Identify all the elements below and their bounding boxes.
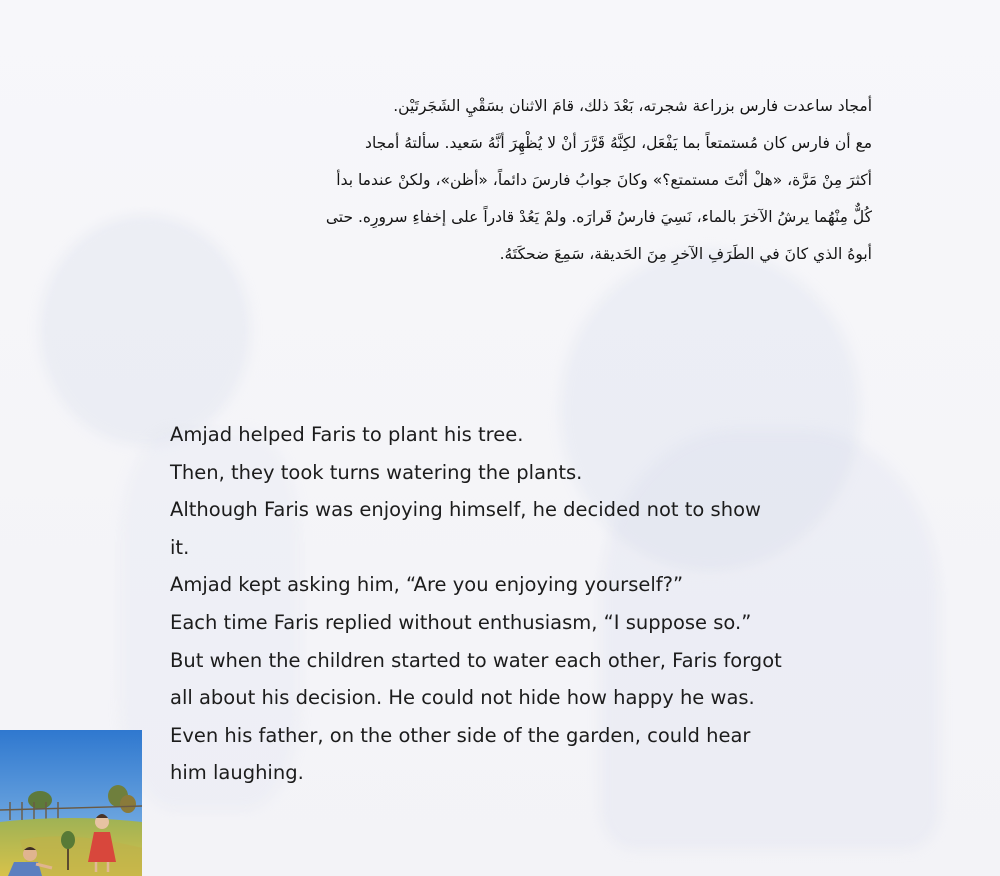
english-line: him laughing. bbox=[170, 761, 304, 785]
arabic-paragraph bbox=[150, 88, 872, 273]
english-line: Even his father, on the other side of the garden, could hear bbox=[170, 723, 751, 747]
english-line: all about his decision. He could not hide how happy he was. bbox=[170, 686, 755, 710]
english-line: Amjad kept asking him, “Are you enjoying yourself?” bbox=[170, 573, 684, 597]
arabic-line: أمجاد ساعدت فارس بزراعة شجرته، بَعْدَ ذلك، قامَ الاثنان بسَقْيِ الشَجَرتَيْن. bbox=[393, 97, 872, 115]
arabic-line: مع أن فارس كان مُستمتعاً بما يَفْعَل، لكِنَّهُ قَرَّرَ أنْ لا يُظْهِرَ أنَّهُ سَعيد. سألتهُ أمجاد bbox=[365, 134, 872, 152]
arabic-line: أكثرَ مِنْ مَرَّة، «هلْ أنْتَ مستمتع؟» وكانَ جوابُ فارسَ دائماً، «أظن»، ولكنْ عندما بدأ bbox=[336, 171, 872, 189]
english-line: it. bbox=[170, 535, 190, 559]
arabic-line: أبوهُ الذي كانَ في الطَرَفِ الآخرِ مِنَ الحَديقة، سَمِعَ ضحكَتَهُ. bbox=[499, 245, 872, 263]
english-line: But when the children started to water each other, Faris forgot bbox=[170, 648, 782, 672]
english-line: Although Faris was enjoying himself, he decided not to show bbox=[170, 498, 761, 522]
garden-illustration-thumbnail bbox=[0, 730, 142, 876]
english-line: Each time Faris replied without enthusiasm, “I suppose so.” bbox=[170, 610, 752, 634]
english-line: Amjad helped Faris to plant his tree. bbox=[170, 423, 524, 446]
english-paragraph bbox=[170, 416, 840, 792]
arabic-line: كُلٌّ مِنْهُما يرشُ الآخرَ بالماء، نَسِيَ فارسُ قَرارَه. ولمْ يَعُدْ قادراً على إخفاءِ سرورِه. حتى bbox=[325, 208, 872, 226]
english-line: Then, they took turns watering the plants. bbox=[170, 460, 583, 484]
